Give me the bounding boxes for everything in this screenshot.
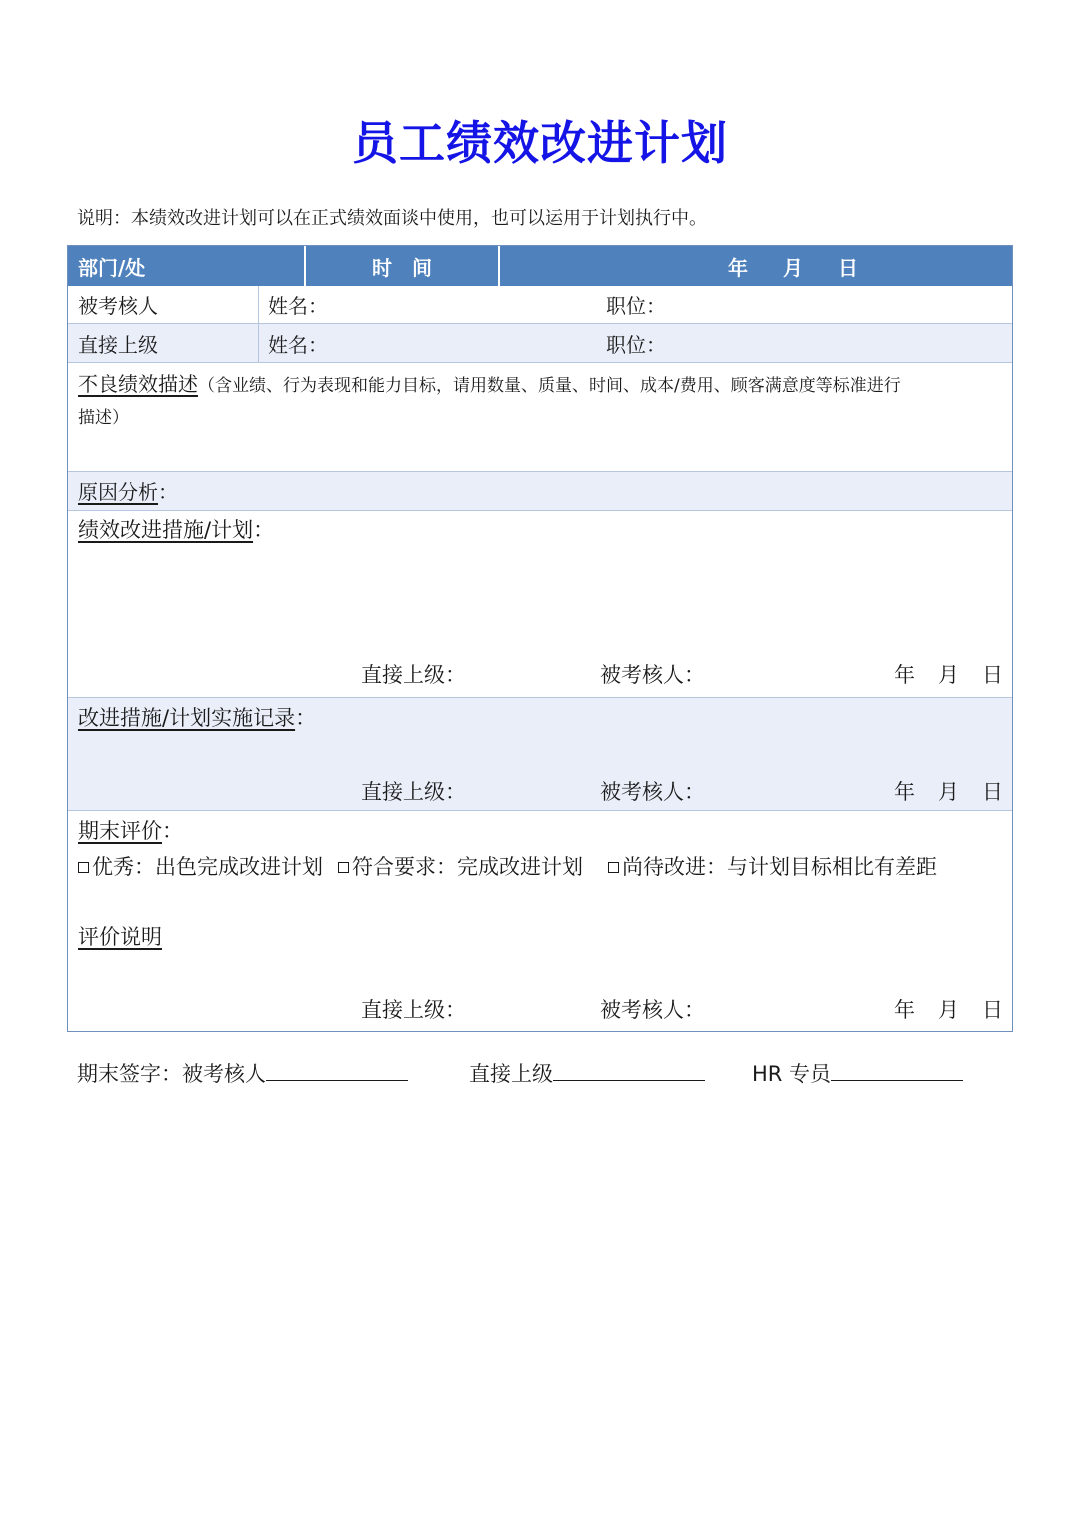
option-excellent[interactable]: 优秀：出色完成改进计划 xyxy=(78,853,323,881)
header-row xyxy=(68,246,1012,286)
implementation-record-section[interactable]: 改进措施/计划实施记录： 直接上级： 被考核人： 年 月 日 xyxy=(68,698,1012,811)
instruction-note: 说明：本绩效改进计划可以在正式绩效面谈中使用，也可以运用于计划执行中。 xyxy=(77,208,707,229)
improvement-plan-section[interactable]: 绩效改进措施/计划： 直接上级： 被考核人： 年 月 日 xyxy=(68,511,1012,698)
sign-year: 年 xyxy=(894,780,915,804)
signature-line[interactable] xyxy=(831,1058,963,1081)
sign-year: 年 xyxy=(894,998,915,1022)
supervisor-signature[interactable]: 直接上级： xyxy=(361,780,466,804)
final-evaluation-section[interactable]: 期末评价： 优秀：出色完成改进计划 符合要求：完成改进计划 尚待改进：与计划目标相比有差距 评价说明 直接上级： 被考核人： 年 月 日 xyxy=(78,819,1003,1022)
sign-month: 月 xyxy=(938,780,959,804)
supervisor-signature[interactable]: 直接上级： xyxy=(361,663,466,687)
header-month: 月 xyxy=(783,255,803,280)
assessee-position-field[interactable]: 职位： xyxy=(606,294,666,318)
assessee-name-field[interactable]: 姓名： xyxy=(268,294,328,318)
header-year: 年 xyxy=(728,255,748,280)
supervisor-label: 直接上级 xyxy=(78,332,158,357)
option-needs-improvement[interactable]: 尚待改进：与计划目标相比有差距 xyxy=(608,853,937,881)
sign-year: 年 xyxy=(894,663,915,687)
final-evaluation-label: 期末评价 xyxy=(78,819,162,843)
poor-performance-section[interactable] xyxy=(68,363,1012,472)
page-title: 员工绩效改进计划 xyxy=(352,116,728,170)
footer-supervisor-signature[interactable]: 直接上级 xyxy=(469,1058,705,1089)
dept-label: 部门/处 xyxy=(78,255,146,280)
poor-performance-desc: （含业绩、行为表现和能力目标，请用数量、质量、时间、成本/费用、顾客满意度等标准进行 xyxy=(198,376,901,396)
assessee-label: 被考核人 xyxy=(78,294,158,318)
assessee-row xyxy=(68,286,1012,324)
sign-day: 日 xyxy=(982,998,1003,1022)
sign-day: 日 xyxy=(982,663,1003,687)
assessee-signature[interactable]: 被考核人： xyxy=(600,998,705,1022)
poor-performance-desc-cont: 描述） xyxy=(78,408,129,428)
signature-line[interactable] xyxy=(266,1058,408,1081)
footer-assessee-signature[interactable]: 期末签字：被考核人 xyxy=(77,1058,408,1089)
divider xyxy=(258,324,259,362)
option-meets[interactable]: 符合要求：完成改进计划 xyxy=(338,853,583,881)
supervisor-row xyxy=(68,324,1012,363)
footer-hr-signature[interactable]: HR 专员 xyxy=(752,1058,963,1089)
evaluation-explanation-label: 评价说明 xyxy=(78,925,162,949)
sign-month: 月 xyxy=(938,998,959,1022)
header-day: 日 xyxy=(838,255,858,280)
cause-analysis-section[interactable]: 原因分析： xyxy=(68,472,1012,511)
poor-performance-label: 不良绩效描述 xyxy=(78,372,198,396)
implementation-record-label: 改进措施/计划实施记录 xyxy=(78,706,296,730)
signature-line[interactable] xyxy=(553,1058,705,1081)
checkbox-icon[interactable] xyxy=(338,862,349,873)
checkbox-icon[interactable] xyxy=(608,862,619,873)
supervisor-name-field[interactable]: 姓名： xyxy=(268,332,328,357)
time-label: 时 间 xyxy=(372,255,432,280)
sign-month: 月 xyxy=(938,663,959,687)
assessee-signature[interactable]: 被考核人： xyxy=(600,663,705,687)
divider xyxy=(498,246,500,286)
divider xyxy=(258,286,259,323)
supervisor-position-field[interactable]: 职位： xyxy=(606,332,666,357)
improvement-plan-label: 绩效改进措施/计划 xyxy=(78,518,254,542)
improvement-plan-form xyxy=(67,245,1013,1032)
cause-analysis-label: 原因分析 xyxy=(78,480,158,504)
supervisor-signature[interactable]: 直接上级： xyxy=(361,998,466,1022)
sign-day: 日 xyxy=(982,780,1003,804)
assessee-signature[interactable]: 被考核人： xyxy=(600,780,705,804)
checkbox-icon[interactable] xyxy=(78,862,89,873)
